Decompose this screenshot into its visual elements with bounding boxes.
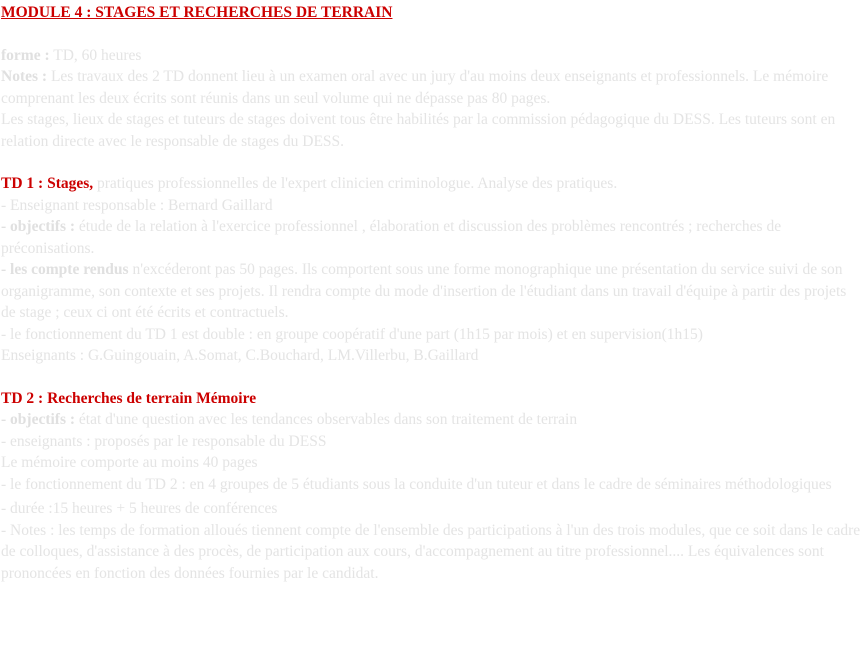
td2-notes: - Notes : les temps de formation alloués tiennent compte de l'ensemble des participations à l'un des trois modules, que ce soit dans le cadre de colloques, d'assistance à des procès, de participation aux cours, d'accompagnement au titre professionnel.... Les équivalences sont prononcées en fonction des données fournies par le candidat.	[1, 521, 861, 582]
td1-heading: TD 1 : Stages,	[1, 175, 94, 192]
notes-label: Notes :	[1, 68, 48, 85]
forme-value: TD, 60 heures	[49, 46, 142, 64]
td2-duree: - durée :15 heures + 5 heures de conférences	[1, 500, 278, 517]
stages-text: Les stages, lieux de stages et tuteurs de stages doivent tous être habilités par la commission pédagogique du DESS. Les tuteurs sont en relation directe avec le responsable de stages du DESS.	[1, 111, 836, 150]
document-page	[0, 2, 863, 668]
notes-line	[1, 66, 861, 109]
td2-section	[1, 388, 861, 585]
td1-objectifs-label: - objectifs :	[1, 218, 76, 235]
td1-enseignants: Enseignants : G.Guingouain, A.Somat, C.Bouchard, LM.Villerbu, B.Gaillard	[1, 347, 479, 364]
td1-fonctionnement: - le fonctionnement du TD 1 est double : en groupe coopératif d'une part (1h15 par mois) et en supervision(1h15)	[1, 325, 703, 343]
td1-objectifs	[1, 216, 861, 259]
td2-fonctionnement: - le fonctionnement du TD 2 : en 4 groupes de 5 étudiants sous la conduite d'un tuteur et dans le cadre de séminaires méthodologiques	[1, 475, 832, 493]
td2-enseignants: - enseignants : proposés par le responsable du DESS	[1, 432, 327, 450]
module-title: MODULE 4 : STAGES ET RECHERCHES DE TERRAIN	[1, 4, 393, 21]
notes-value: Les travaux des 2 TD donnent lieu à un examen oral avec un jury d'au moins deux enseignants et professionnels. Le mémoire comprenant les deux écrits sont réunis dans un seul volume qui ne dépasse pas 80 pages.	[1, 68, 829, 107]
td1-section	[1, 173, 861, 367]
td2-objectifs-value: état d'une question avec les tendances observables dans son traitement de terrain	[75, 411, 578, 428]
intro-section	[1, 45, 861, 153]
forme-line	[1, 45, 861, 67]
td1-objectifs-value: étude de la relation à l'exercice professionnel , élaboration et discussion des problèmes rencontrés ; recherches de préconisations.	[1, 218, 782, 257]
td1-heading-rest: pratiques professionnelles de l'expert clinicien criminologue. Analyse des pratiques.	[93, 175, 618, 192]
forme-label: forme :	[1, 46, 50, 64]
td2-heading: TD 2 : Recherches de terrain Mémoire	[1, 389, 257, 407]
td1-compte-value: n'excéderont pas 50 pages. Ils comportent sous une forme monographique une présentation du service suivi de son organigramme, son contexte et ses projets. Il rendra compte du mode d'insertion de l'étudiant dans un travail d'équipe à partir des projets de stage ; ceux ci ont été écrits et contractuels.	[1, 261, 847, 321]
td1-heading-line	[1, 173, 861, 195]
td2-memoire: Le mémoire comporte au moins 40 pages	[1, 454, 258, 471]
td1-compte-label: - les compte rendus	[1, 261, 129, 278]
td1-compte-rendus	[1, 259, 861, 324]
td2-objectifs	[1, 409, 861, 431]
td2-objectifs-label: - objectifs :	[1, 411, 76, 428]
td1-responsable: - Enseignant responsable : Bernard Gaillard	[1, 196, 273, 214]
